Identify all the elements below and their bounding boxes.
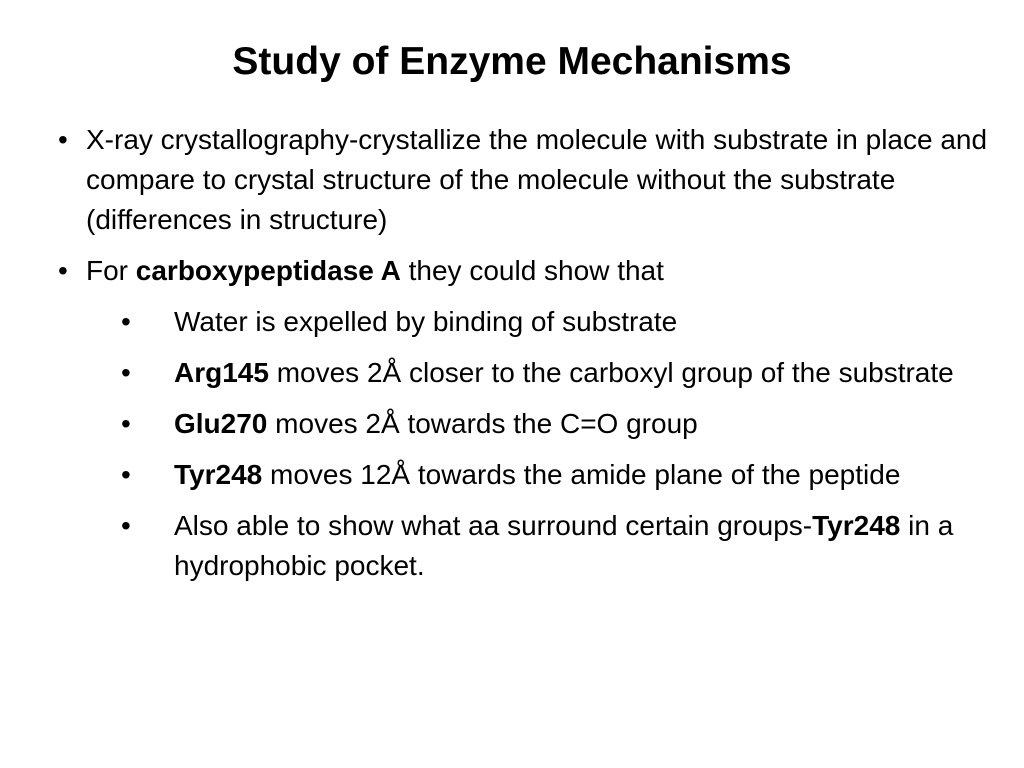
bullet-list (58, 120, 988, 597)
sub-bullet-text (174, 404, 988, 444)
sub-bullet-item (121, 404, 988, 444)
sub-bullet-item (121, 506, 988, 586)
sub-bullet-rest: moves 2Å closer to the carboxyl group of the substrate (268, 357, 954, 388)
bullet-marker: • (121, 459, 131, 490)
residue-label: Glu270 (174, 408, 268, 439)
sub-bullet-text: Water is expelled by binding of substrate (174, 306, 678, 337)
bullet-text-prefix: For (86, 255, 136, 286)
bullet-item (58, 120, 988, 240)
bullet-text-bold: carboxypeptidase A (135, 255, 401, 286)
sub-bullet-text (174, 353, 988, 393)
bullet-marker: • (58, 124, 68, 155)
slide-title: Study of Enzyme Mechanisms (232, 40, 792, 83)
bullet-marker: • (121, 306, 131, 337)
bullet-text (86, 251, 988, 291)
sub-bullet-item (121, 353, 988, 393)
sub-bullet-rest: moves 12Å towards the amide plane of the peptide (262, 459, 901, 490)
sub-bullet-rest: moves 2Å towards the C=O group (267, 408, 698, 439)
sub-bullet-text (174, 455, 988, 495)
residue-label: Tyr248 (174, 459, 263, 490)
bullet-marker: • (121, 357, 131, 388)
bullet-marker: • (121, 408, 131, 439)
sub-bullet-prefix: Also able to show what aa surround certain groups- (174, 510, 813, 541)
residue-label: Arg145 (174, 357, 269, 388)
bullet-marker: • (58, 255, 68, 286)
sub-bullet-item (121, 302, 988, 342)
bullet-marker: • (121, 510, 131, 541)
residue-label: Tyr248 (812, 510, 901, 541)
sub-bullet-rest: in a hydrophobic pocket. (174, 510, 954, 581)
sub-bullet-item (121, 455, 988, 495)
sub-bullet-text (174, 506, 988, 586)
bullet-text: X-ray crystallography-crystallize the molecule with substrate in place and compare to crystal structure of the molecule without the substrate (differences in structure) (86, 124, 988, 235)
bullet-item (58, 251, 988, 291)
bullet-text-suffix: they could show that (400, 255, 664, 286)
